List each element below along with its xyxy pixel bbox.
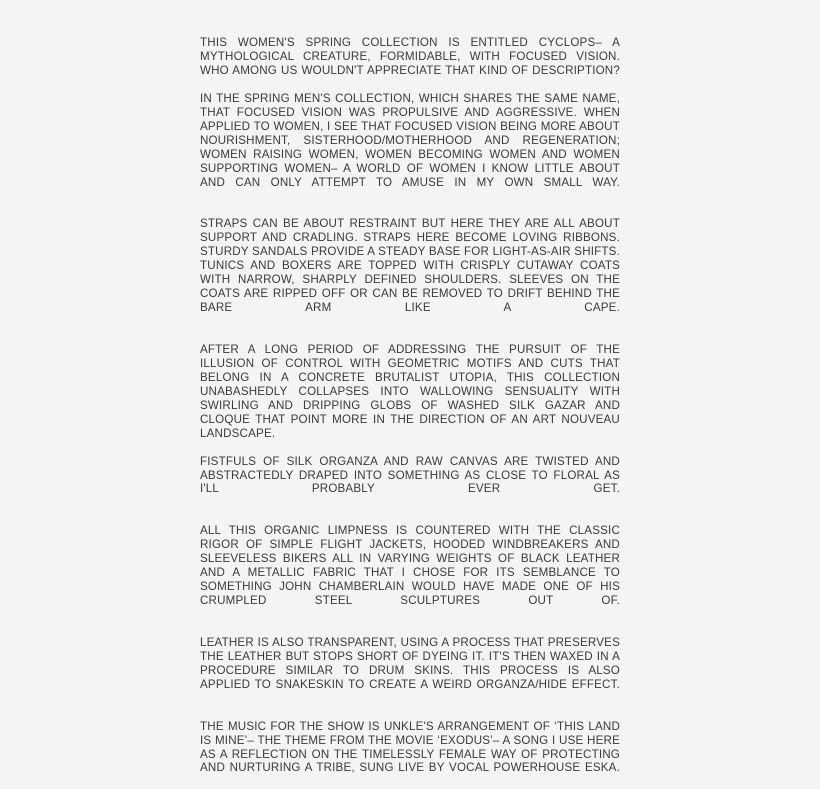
paragraph: ALL THIS ORGANIC LIMPNESS IS COUNTERED WITH THE CLASSIC RIGOR OF SIMPLE FLIGHT JACKETS, HOODED WINDBREAKERS AND SLEEVELESS BIKERS ALL IN VARYING WEIGHTS OF BLACK LEATHER AND A METALLIC FABRIC THAT I CHOSE FOR ITS SEMBLANCE TO SOMETHING JOHN CHAMBERLAIN WOULD HAVE MADE ONE OF HIS CRUMPLED STEEL SCULPTURES OUT OF. bbox=[200, 524, 620, 608]
paragraph: IN THE SPRING MEN'S COLLECTION, WHICH SHARES THE SAME NAME, THAT FOCUSED VISION WAS PROPULSIVE AND AGGRESSIVE. WHEN APPLIED TO WOMEN, I SEE THAT FOCUSED VISION BEING MORE ABOUT NOURISHMENT, SISTERHOOD/MOTHERHOOD AND REGENERATION; WOMEN RAISING WOMEN, WOMEN BECOMING WOMEN AND WOMEN SUPPORTING WOMEN– A WORLD OF WOMEN I KNOW LITTLE ABOUT AND CAN ONLY ATTEMPT TO AMUSE IN MY OWN SMALL WAY. bbox=[200, 91, 620, 189]
paragraph: AFTER A LONG PERIOD OF ADDRESSING THE PURSUIT OF THE ILLUSION OF CONTROL WITH GEOMETRIC MOTIFS AND CUTS THAT BELONG IN A CONCRETE BRUTALIST UTOPIA, THIS COLLECTION UNABASHEDLY COLLAPSES INTO WALLOWING SENSUALITY WITH SWIRLING AND DRIPPING GLOBS OF WASHED SILK GAZAR AND CLOQUE THAT POINT MORE IN THE DIRECTION OF AN ART NOUVEAU LANDSCAPE. bbox=[200, 342, 620, 440]
paragraph-spacer bbox=[200, 622, 620, 636]
text-block-4 bbox=[200, 524, 620, 622]
text-block-2 bbox=[200, 217, 620, 329]
text-block-5 bbox=[200, 636, 620, 706]
paragraph-spacer bbox=[200, 510, 620, 524]
paragraph-spacer bbox=[200, 706, 620, 720]
text-block-6 bbox=[200, 720, 620, 789]
paragraph: THE MUSIC FOR THE SHOW IS UNKLE'S ARRANGEMENT OF ‘THIS LAND IS MINE’– THE THEME FROM THE MOVIE ‘EXODUS’– A SONG I USE HERE AS A REFLECTION ON THE TIMELESSLY FEMALE WAY OF PROTECTING AND NURTURING A TRIBE, SUNG LIVE BY VOCAL POWERHOUSE ESKA. bbox=[200, 719, 620, 775]
paragraph: THIS WOMEN'S SPRING COLLECTION IS ENTITLED CYCLOPS– A MYTHOLOGICAL CREATURE, FORMIDABLE, WITH FOCUSED VISION. WHO AMONG US WOULDN'T APPRECIATE THAT KIND OF DESCRIPTION? bbox=[200, 36, 620, 77]
paragraph: FISTFULS OF SILK ORGANZA AND RAW CANVAS ARE TWISTED AND ABSTRACTEDLY DRAPED INTO SOMETHING AS CLOSE TO FLORAL AS I'LL PROBABLY EVER GET. bbox=[200, 454, 620, 496]
paragraph-spacer bbox=[200, 329, 620, 343]
paragraph: STRAPS CAN BE ABOUT RESTRAINT BUT HERE THEY ARE ALL ABOUT SUPPORT AND CRADLING. STRAPS HERE BECOME LOVING RIBBONS. STURDY SANDALS PROVIDE A STEADY BASE FOR LIGHT-AS-AIR SHIFTS. TUNICS AND BOXERS ARE TOPPED WITH CRISPLY CUTAWAY COATS WITH NARROW, SHARPLY DEFINED SHOULDERS. SLEEVES ON THE COATS ARE RIPPED OFF OR CAN BE REMOVED TO DRIFT BEHIND THE BARE ARM LIKE A CAPE. bbox=[200, 217, 620, 315]
show-notes-document bbox=[200, 36, 620, 789]
text-block-3 bbox=[200, 343, 620, 510]
paragraph: LEATHER IS ALSO TRANSPARENT, USING A PROCESS THAT PRESERVES THE LEATHER BUT STOPS SHORT OF DYEING IT. IT'S THEN WAXED IN A PROCEDURE SIMILAR TO DRUM SKINS. THIS PROCESS IS ALSO APPLIED TO SNAKESKIN TO CREATE A WEIRD ORGANZA/HIDE EFFECT. bbox=[200, 635, 620, 691]
text-block-1 bbox=[200, 36, 620, 203]
paragraph-spacer bbox=[200, 203, 620, 217]
